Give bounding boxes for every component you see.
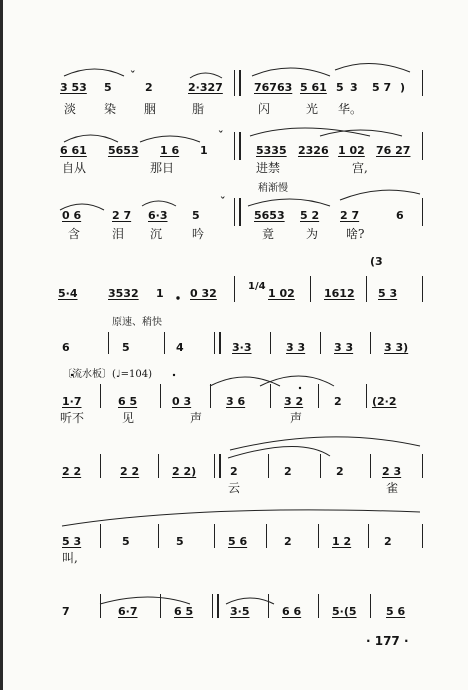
- note-group: 5335: [256, 144, 287, 157]
- note: 2: [284, 535, 292, 548]
- note-group: 6 5: [118, 395, 138, 408]
- bar-line: [366, 384, 367, 408]
- note-group: 1 02: [268, 287, 295, 300]
- bar-line: [370, 332, 371, 354]
- note: 1: [200, 144, 208, 157]
- note: 2: [334, 395, 342, 408]
- lyric: 华。: [338, 102, 363, 116]
- time-signature: 1/4: [248, 281, 266, 292]
- lyric: 光: [306, 102, 319, 116]
- note-group: 5 61: [300, 81, 327, 94]
- note: 5: [176, 535, 184, 548]
- note: 4: [176, 341, 184, 354]
- note-group: 1 02: [338, 144, 365, 157]
- lyric: 声: [190, 411, 203, 425]
- note-group: 1·7: [62, 395, 82, 408]
- lyric: 进禁: [256, 161, 281, 175]
- breath-mark: ˇ: [130, 69, 136, 82]
- note: 2: [284, 465, 292, 478]
- note-group: 2·327: [188, 81, 223, 94]
- lyric: 见: [122, 411, 135, 425]
- bar-line: [108, 332, 109, 354]
- note-group: 0 6: [62, 209, 82, 222]
- note: 2: [145, 81, 153, 94]
- note-group: 3 2: [284, 395, 304, 408]
- bar-line: [318, 524, 319, 548]
- lyric: 听不: [60, 411, 85, 425]
- bar-line: [366, 276, 367, 302]
- note-group: 3·5: [230, 605, 250, 618]
- note-group: 2 7: [340, 209, 360, 222]
- lyric: 自从: [62, 161, 87, 175]
- note: 5: [122, 341, 130, 354]
- note: 2: [336, 465, 344, 478]
- bar-line: [100, 594, 101, 618]
- bar-line: [158, 524, 159, 548]
- note: 1: [156, 287, 164, 300]
- note-group: 0 3: [172, 395, 192, 408]
- note-group: 1 6: [160, 144, 180, 157]
- lyric: 泪: [112, 227, 125, 241]
- bar-line: [310, 276, 311, 302]
- note-group: 3 53: [60, 81, 87, 94]
- bar-line: [270, 384, 271, 408]
- lyric: 胭: [144, 102, 157, 116]
- bar-line: [164, 332, 165, 354]
- bar-line: [318, 594, 319, 618]
- lyric: 云: [228, 481, 241, 495]
- note: 6: [396, 209, 404, 222]
- bar-line: [100, 454, 101, 478]
- note-group: (3: [370, 255, 383, 268]
- note-group: 3532: [108, 287, 139, 300]
- note-group: 2 7: [112, 209, 132, 222]
- double-bar: [214, 332, 221, 354]
- double-bar: [234, 198, 241, 226]
- lyric: 那日: [150, 161, 175, 175]
- double-bar: [234, 132, 241, 160]
- bar-line: [320, 332, 321, 354]
- note-group: 3 3: [286, 341, 306, 354]
- bar-line: [270, 332, 271, 354]
- note-group: 5653: [108, 144, 139, 157]
- note: 7: [62, 605, 70, 618]
- note-group: 5 6: [386, 605, 406, 618]
- note-group: 2 2): [172, 465, 197, 478]
- double-bar: [214, 454, 221, 478]
- bar-line: [370, 454, 371, 478]
- lyric: 脂: [192, 102, 205, 116]
- lyric: 叫,: [62, 551, 78, 565]
- tempo-marking: 原速、稍快: [112, 317, 162, 328]
- note-group: 6·3: [148, 209, 168, 222]
- bracket: ): [400, 81, 406, 94]
- lyric: 竟: [262, 227, 275, 241]
- note-group: 3 3: [334, 341, 354, 354]
- bar-line: [160, 594, 161, 618]
- note-group: 6·7: [118, 605, 138, 618]
- note-group: 2 3: [382, 465, 402, 478]
- bar-line: [422, 524, 423, 548]
- note-group: 3·3: [232, 341, 252, 354]
- bar-line: [370, 594, 371, 618]
- lyric: 染: [104, 102, 117, 116]
- note-group: 6 5: [174, 605, 194, 618]
- double-bar: [234, 70, 241, 96]
- note-group: 76 27: [376, 144, 411, 157]
- bar-line: [268, 454, 269, 478]
- bar-line: [422, 70, 423, 96]
- bar-line: [422, 276, 423, 302]
- bar-line: [422, 454, 423, 478]
- lyric: 啥?: [346, 227, 365, 241]
- lyric: 沉: [150, 227, 163, 241]
- note-group: 5 2: [300, 209, 320, 222]
- bar-line: [100, 524, 101, 548]
- lyric: 雀: [386, 481, 399, 495]
- note: 6: [62, 341, 70, 354]
- note-group: 1 2: [332, 535, 352, 548]
- bar-line: [368, 524, 369, 548]
- note-group: 1612: [324, 287, 355, 300]
- note: 5: [336, 81, 344, 94]
- bar-line: [210, 384, 211, 408]
- note-group: 3 3): [384, 341, 409, 354]
- lyric: 淡: [64, 102, 77, 116]
- note-group: 76763: [254, 81, 293, 94]
- breath-mark: ˇ: [218, 129, 224, 142]
- note-group: 0 32: [190, 287, 217, 300]
- note-group: 2 2: [120, 465, 140, 478]
- note-group: 5 3: [378, 287, 398, 300]
- bar-line: [214, 524, 215, 548]
- note: 2: [230, 465, 238, 478]
- tempo-marking: 稍渐慢: [258, 183, 288, 194]
- note: 5: [104, 81, 112, 94]
- note: 3: [350, 81, 358, 94]
- note-group: (2·2: [372, 395, 397, 408]
- page-number: · 177 ·: [366, 634, 409, 648]
- note-group: 3 6: [226, 395, 246, 408]
- double-bar: [212, 594, 219, 618]
- note: 2: [384, 535, 392, 548]
- lyric: 含: [68, 227, 81, 241]
- lyric: 闪: [258, 102, 271, 116]
- note: 5: [122, 535, 130, 548]
- note-group: 5 6: [228, 535, 248, 548]
- note-group: 6 61: [60, 144, 87, 157]
- note-group: 5·4: [58, 287, 78, 300]
- bar-line: [422, 198, 423, 226]
- lyric: 为: [306, 227, 319, 241]
- lyric: 声: [290, 411, 303, 425]
- note-group: 2 2: [62, 465, 82, 478]
- note-group: 5 7: [372, 81, 392, 94]
- bar-line: [266, 524, 267, 548]
- bar-line: [422, 132, 423, 160]
- bar-line: [158, 454, 159, 478]
- lyric: 宫,: [352, 161, 368, 175]
- note-group: 6 6: [282, 605, 302, 618]
- lyric: 吟: [192, 227, 205, 241]
- bar-line: [160, 384, 161, 408]
- note-group: 5653: [254, 209, 285, 222]
- note-group: 5·(5: [332, 605, 357, 618]
- bar-line: [320, 454, 321, 478]
- note-group: 5 3: [62, 535, 82, 548]
- bar-line: [268, 594, 269, 618]
- note-group: 2326: [298, 144, 329, 157]
- breath-mark: ˇ: [220, 195, 226, 208]
- tempo-marking: 〔流水板〕(♩=104): [62, 369, 152, 380]
- bar-line: [318, 384, 319, 408]
- bar-line: [100, 384, 101, 408]
- bar-line: [234, 276, 235, 302]
- note: 5: [192, 209, 200, 222]
